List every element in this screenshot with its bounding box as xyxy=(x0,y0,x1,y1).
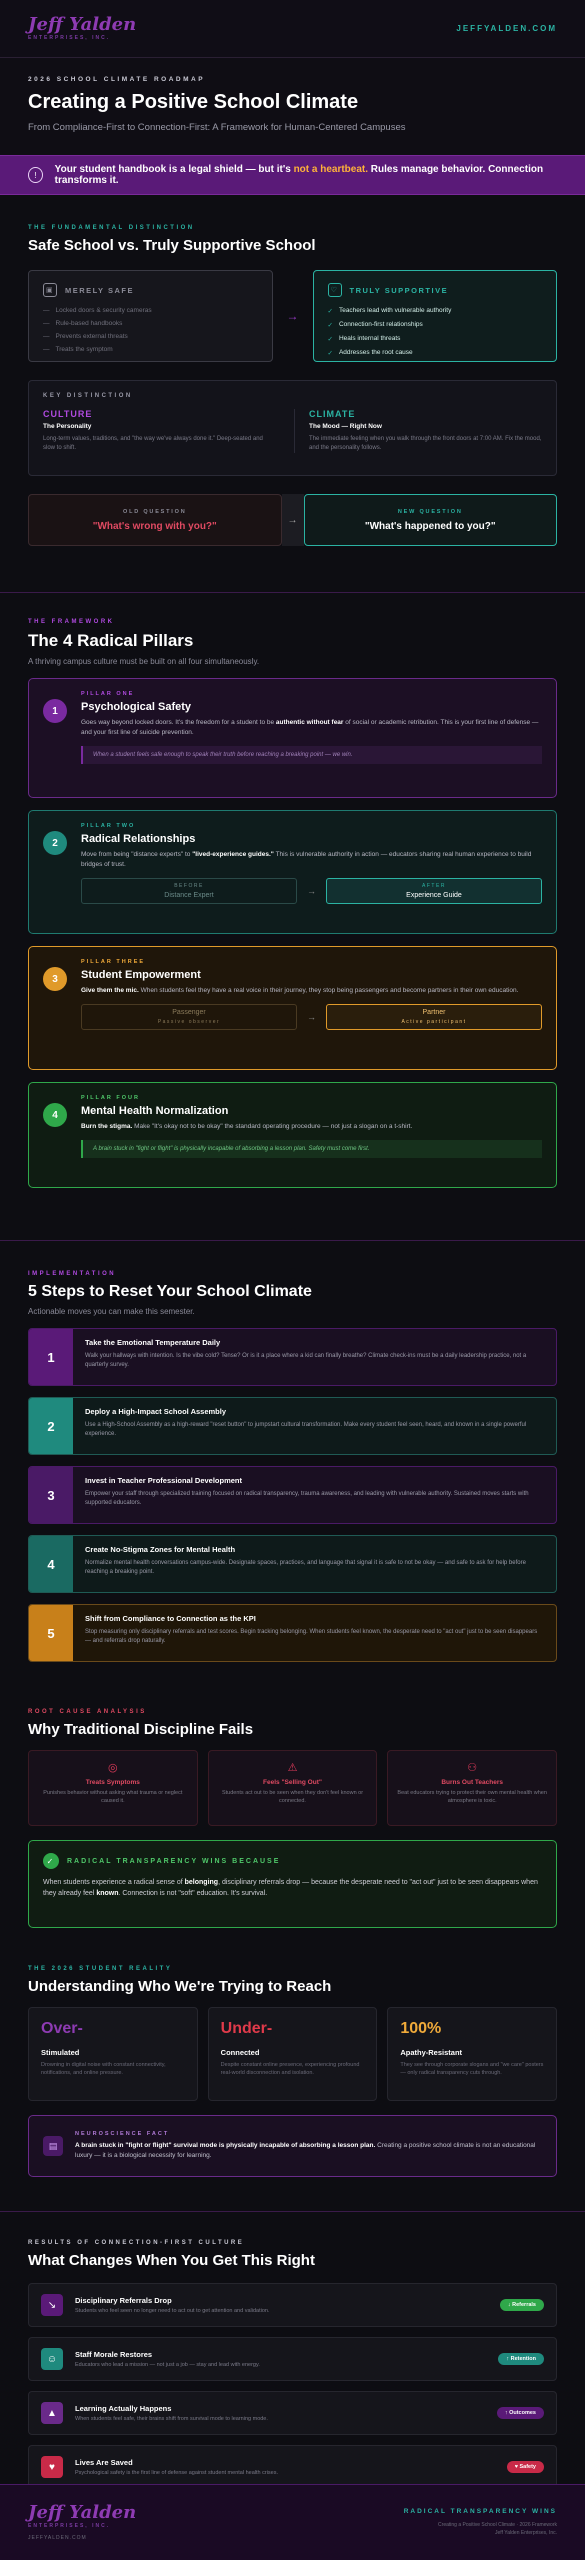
graduation-cap-icon: ▲ xyxy=(41,2402,63,2424)
list-item: ✓ Heals internal threats xyxy=(327,335,401,343)
list-item: ✓ Addresses the root cause xyxy=(327,349,413,357)
fails-section xyxy=(0,1679,585,1958)
step-number: 5 xyxy=(29,1605,73,1661)
lock-icon: ▣ xyxy=(43,283,57,297)
step-title: Shift from Compliance to Connection as the KPI xyxy=(85,1614,256,1623)
reach-label: Stimulated xyxy=(41,2048,80,2057)
reach-grid xyxy=(28,2007,557,2101)
key-distinction-card xyxy=(28,380,557,476)
staff-icon: ☺ xyxy=(41,2348,63,2370)
list-item: — Locked doors & security cameras xyxy=(43,307,152,314)
reach-section xyxy=(0,1958,585,2211)
result-badge: ↑ Outcomes xyxy=(497,2407,544,2419)
pillars-subtitle: A thriving campus culture must be built on all four simultaneously. xyxy=(28,657,260,666)
arrow-right-icon: → xyxy=(282,494,304,546)
result-row xyxy=(28,2283,557,2327)
result-row xyxy=(28,2445,557,2489)
pillar-number: 3 xyxy=(43,967,67,991)
question-shift xyxy=(28,494,557,546)
user-x-icon: ⚇ xyxy=(467,1762,478,1774)
pillar-title: Psychological Safety xyxy=(81,701,192,713)
climate-text: The immediate feeling when you walk through the front doors at 7:00 AM. Fix the mood, and the personality follows. xyxy=(309,436,542,451)
steps-title: 5 Steps to Reset Your School Climate xyxy=(28,1283,312,1300)
before-card: BEFORE Distance Expert xyxy=(81,878,297,904)
comparison xyxy=(28,270,557,362)
reach-big: 100% xyxy=(400,2020,442,2037)
result-row xyxy=(28,2391,557,2435)
trend-down-icon: ↘ xyxy=(41,2294,63,2316)
before-after xyxy=(81,878,542,904)
reach-card xyxy=(387,2007,557,2101)
footer-line-2: Jeff Yalden Enterprises, Inc. xyxy=(495,2530,557,2536)
new-question-text: "What's happened to you?" xyxy=(364,520,496,532)
banner-text-a: Your student handbook is a legal shield — but it's xyxy=(54,164,294,175)
target-icon: ◎ xyxy=(108,1762,118,1774)
fail-text: Students act out to be seen when they don't feel known or connected. xyxy=(221,1790,364,1804)
result-badge: ↑ Retention xyxy=(498,2353,544,2365)
result-text: Educators who lead a mission — not just a job — stay and lead with energy. xyxy=(75,2362,260,2368)
transparency-text: When students experience a radical sense of belonging, disciplinary referrals drop — because the desperate need to "act out" just to be seen disappears when they already feel known. Connection is not "soft" education. It's survival. xyxy=(43,1879,538,1898)
arrow-right-icon: → xyxy=(307,1012,316,1023)
merely-safe-card xyxy=(28,270,273,362)
result-badge: ↓ Referrals xyxy=(500,2299,544,2311)
arrow-right-icon: → xyxy=(307,886,316,897)
before-card: Passenger Passive observer xyxy=(81,1004,297,1030)
pillar-text: Move from being "distance experts" to "lived-experience guides." This is vulnerable authority in action — educators sharing real human experience to build bridges of trust. xyxy=(81,851,532,869)
hero xyxy=(0,58,585,155)
old-question-text: "What's wrong with you?" xyxy=(92,520,217,532)
truly-supportive-card xyxy=(313,270,558,362)
banner-text xyxy=(55,164,557,186)
pillar-kicker: PILLAR ONE xyxy=(81,691,135,697)
reach-text: Despite constant online presence, experiencing profound real-world disconnection and isolation. xyxy=(220,2062,360,2076)
brand-logo[interactable] xyxy=(28,16,136,41)
step-title: Create No-Stigma Zones for Mental Health xyxy=(85,1545,236,1554)
fail-card xyxy=(387,1750,557,1826)
result-text: When students feel safe, their brains shift from survival mode to learning mode. xyxy=(75,2416,268,2422)
new-question-label: NEW QUESTION xyxy=(397,508,463,515)
alert-banner xyxy=(0,155,585,195)
pillar-number: 4 xyxy=(43,1103,67,1127)
pillars-title: The 4 Radical Pillars xyxy=(28,631,194,650)
steps-eyebrow: IMPLEMENTATION xyxy=(28,1271,117,1277)
climate-col xyxy=(294,409,542,453)
step-title: Deploy a High-Impact School Assembly xyxy=(85,1407,227,1416)
reach-label: Apathy-Resistant xyxy=(400,2048,463,2057)
fails-eyebrow: ROOT CAUSE ANALYSIS xyxy=(28,1709,147,1715)
reach-label: Connected xyxy=(220,2048,260,2057)
alert-icon: ! xyxy=(28,167,43,183)
culture-label: CULTURE xyxy=(43,409,93,419)
pillar-card xyxy=(28,810,557,934)
pillar-text: Goes way beyond locked doors. It's the freedom for a student to be authentic without fear of social or academic retribution. This is your first line of defense — and your first line of suicide prevention. xyxy=(81,719,539,737)
footer xyxy=(0,2484,585,2560)
neuroscience-card xyxy=(28,2115,557,2177)
hero-subtitle: From Compliance-First to Connection-First: A Framework for Human-Centered Campuses xyxy=(28,122,406,133)
pillar-card xyxy=(28,946,557,1070)
list-item: — Rule-based handbooks xyxy=(43,320,123,327)
banner-highlight: not a heartbeat. xyxy=(293,164,369,175)
top-bar xyxy=(0,0,585,58)
step-number: 4 xyxy=(29,1536,73,1592)
result-title: Staff Morale Restores xyxy=(75,2350,153,2359)
logo-text: Jeff Yalden xyxy=(28,14,137,35)
result-title: Learning Actually Happens xyxy=(75,2404,172,2413)
footer-tagline: RADICAL TRANSPARENCY WINS xyxy=(403,2508,557,2515)
list-item: — Treats the symptom xyxy=(43,346,113,353)
transparency-card xyxy=(28,1840,557,1928)
neuro-label: NEUROSCIENCE FACT xyxy=(75,2131,170,2138)
reach-big: Under- xyxy=(220,2020,273,2037)
reach-text: They see through corporate slogans and "we care" posters — only radical transparency cuts through. xyxy=(400,2062,544,2076)
pillar-note: A brain stuck in "fight or flight" is physically incapable of absorbing a lesson plan. Safety must come first. xyxy=(81,1140,542,1158)
fail-text: Beat educators trying to protect their own mental health when atmosphere is toxic. xyxy=(397,1790,547,1804)
step-text: Walk your hallways with intention. Is the vibe cold? Tense? Or is it a place where a kid can finally breathe? Climate check-ins must be a daily leadership practice, not a quarterly survey. xyxy=(85,1353,527,1368)
distinction-eyebrow: THE FUNDAMENTAL DISTINCTION xyxy=(28,225,195,231)
steps-subtitle: Actionable moves you can make this semester. xyxy=(28,1307,195,1316)
old-question xyxy=(28,494,282,546)
fails-title: Why Traditional Discipline Fails xyxy=(28,1721,254,1738)
step-number: 3 xyxy=(29,1467,73,1523)
results-title: What Changes When You Get This Right xyxy=(28,2252,315,2269)
merely-safe-label: MERELY SAFE xyxy=(65,285,135,295)
arrow-right-icon: → xyxy=(286,309,299,323)
key-distinction-label: KEY DISTINCTION xyxy=(43,393,133,399)
culture-col xyxy=(43,409,276,453)
step-number: 2 xyxy=(29,1398,73,1454)
reach-eyebrow: THE 2026 STUDENT REALITY xyxy=(28,1966,173,1972)
check-icon: ✓ xyxy=(43,1853,59,1869)
logo-subtext: ENTERPRISES, INC. xyxy=(28,35,111,41)
new-question xyxy=(304,494,558,546)
pillar-number: 1 xyxy=(43,699,67,723)
transparency-label: RADICAL TRANSPARENCY WINS BECAUSE xyxy=(67,1857,281,1865)
pillar-note: When a student feels safe enough to speak their truth before reaching a breaking point — we win. xyxy=(81,746,542,764)
hero-kicker: 2026 SCHOOL CLIMATE ROADMAP xyxy=(28,76,206,83)
after-card: Partner Active participant xyxy=(326,1004,542,1030)
step-text: Stop measuring only disciplinary referrals and test scores. Begin tracking belonging. When students feel known, the desperate need to "act out" just to be seen disappears — and referrals drop naturally. xyxy=(85,1629,538,1644)
footer-line-1: Creating a Positive School Climate · 2026 Framework xyxy=(438,2522,557,2528)
culture-title: The Personality xyxy=(43,423,92,430)
pillar-kicker: PILLAR TWO xyxy=(81,823,136,829)
result-title: Disciplinary Referrals Drop xyxy=(75,2296,172,2305)
result-badge: ♥ Safety xyxy=(507,2461,544,2473)
result-title: Lives Are Saved xyxy=(75,2458,133,2467)
pillar-card xyxy=(28,1082,557,1188)
pillars-eyebrow: THE FRAMEWORK xyxy=(28,619,115,625)
fail-text: Punishes behavior without asking what trauma or neglect caused it. xyxy=(43,1790,183,1804)
footer-logo[interactable] xyxy=(28,2504,136,2529)
list-item: ✓ Teachers lead with vulnerable authority xyxy=(327,307,452,315)
footer-logo-text: Jeff Yalden xyxy=(28,2502,137,2523)
results-eyebrow: RESULTS OF CONNECTION-FIRST CULTURE xyxy=(28,2240,245,2246)
step-title: Take the Emotional Temperature Daily xyxy=(85,1338,221,1347)
step-title: Invest in Teacher Professional Development xyxy=(85,1476,242,1485)
step-text: Empower your staff through specialized training focused on radical transparency, trauma awareness, and leading with vulnerable authority. Sustained moves starts with supported educators. xyxy=(85,1491,529,1506)
fail-card xyxy=(208,1750,378,1826)
neuro-text: A brain stuck in "fight or flight" survival mode is physically incapable of absorbing a lesson plan. Creating a positive school climate is not an educational luxury — it is a biological necessity for learning. xyxy=(75,2142,536,2159)
climate-label: CLIMATE xyxy=(309,409,356,419)
pillar-number: 2 xyxy=(43,831,67,855)
heart-icon: ♥ xyxy=(41,2456,63,2478)
warning-icon: ⚠ xyxy=(287,1762,298,1774)
result-row xyxy=(28,2337,557,2381)
pillar-title: Mental Health Normalization xyxy=(81,1105,229,1117)
page-title: Creating a Positive School Climate xyxy=(28,91,359,113)
banner-text-b: Rules manage behavior. Connection transforms it. xyxy=(54,164,544,186)
pillar-text: Give them the mic. When students feel they have a real voice in their journey, they stop being passengers and become partners in their own education. xyxy=(81,987,519,994)
pillar-card xyxy=(28,678,557,798)
fails-grid xyxy=(28,1750,557,1826)
step-card xyxy=(28,1604,557,1662)
heart-icon: ♡ xyxy=(328,283,342,297)
pillar-text: Burn the stigma. Make "It's okay not to be okay" the standard operating procedure — not just a slogan on a t-shirt. xyxy=(81,1123,413,1130)
after-card: AFTER Experience Guide xyxy=(326,878,542,904)
distinction-section xyxy=(0,195,585,566)
fail-title: Burns Out Teachers xyxy=(441,1779,503,1786)
culture-text: Long-term values, traditions, and "the way we've always done it." Deep-seated and slow to shift. xyxy=(43,436,263,451)
step-card xyxy=(28,1535,557,1593)
step-card xyxy=(28,1466,557,1524)
step-card xyxy=(28,1397,557,1455)
step-number: 1 xyxy=(29,1329,73,1385)
fail-card xyxy=(28,1750,198,1826)
result-text: Psychological safety is the first line of defense against student mental health crises. xyxy=(75,2470,278,2476)
site-link[interactable]: JEFFYALDEN.COM xyxy=(456,24,557,33)
steps-section xyxy=(0,1241,585,1679)
reach-big: Over- xyxy=(41,2020,83,2037)
distinction-title: Safe School vs. Truly Supportive School xyxy=(28,237,316,254)
step-text: Use a High-School Assembly as a high-reward "reset button" to jumpstart cultural transformation. Make every student feel seen, heard, and known in a single powerful experience. xyxy=(85,1422,527,1437)
pillar-kicker: PILLAR FOUR xyxy=(81,1095,140,1101)
climate-title: The Mood — Right Now xyxy=(309,423,382,430)
pillars-section xyxy=(0,593,585,1206)
truly-supportive-label: TRULY SUPPORTIVE xyxy=(349,285,449,295)
step-card xyxy=(28,1328,557,1386)
step-text: Normalize mental health conversations campus-wide. Designate spaces, practices, and language that signal it is safe to not be okay — and safe to ask for help before reaching a breaking point. xyxy=(85,1560,526,1575)
before-after xyxy=(81,1004,542,1030)
fail-title: Feels "Selling Out" xyxy=(263,1779,322,1786)
pillar-kicker: PILLAR THREE xyxy=(81,959,146,965)
fail-title: Treats Symptoms xyxy=(85,1779,140,1786)
brain-icon: ▤ xyxy=(43,2136,63,2156)
result-text: Students who feel seen no longer need to act out to get attention and validation. xyxy=(75,2308,270,2314)
reach-card xyxy=(28,2007,198,2101)
footer-logo-subtext: ENTERPRISES, INC. xyxy=(28,2523,111,2529)
pillar-title: Student Empowerment xyxy=(81,969,201,981)
reach-card xyxy=(208,2007,378,2101)
footer-site-link[interactable]: JEFFYALDEN.COM xyxy=(28,2535,87,2541)
old-question-label: OLD QUESTION xyxy=(123,508,187,515)
results-section xyxy=(0,2212,585,2505)
reach-title: Understanding Who We're Trying to Reach xyxy=(28,1978,332,1995)
list-item: — Prevents external threats xyxy=(43,333,128,340)
pillar-title: Radical Relationships xyxy=(81,833,196,845)
list-item: ✓ Connection-first relationships xyxy=(327,321,423,329)
reach-text: Drowning in digital noise with constant connectivity, notifications, and online pressure. xyxy=(41,2062,166,2076)
